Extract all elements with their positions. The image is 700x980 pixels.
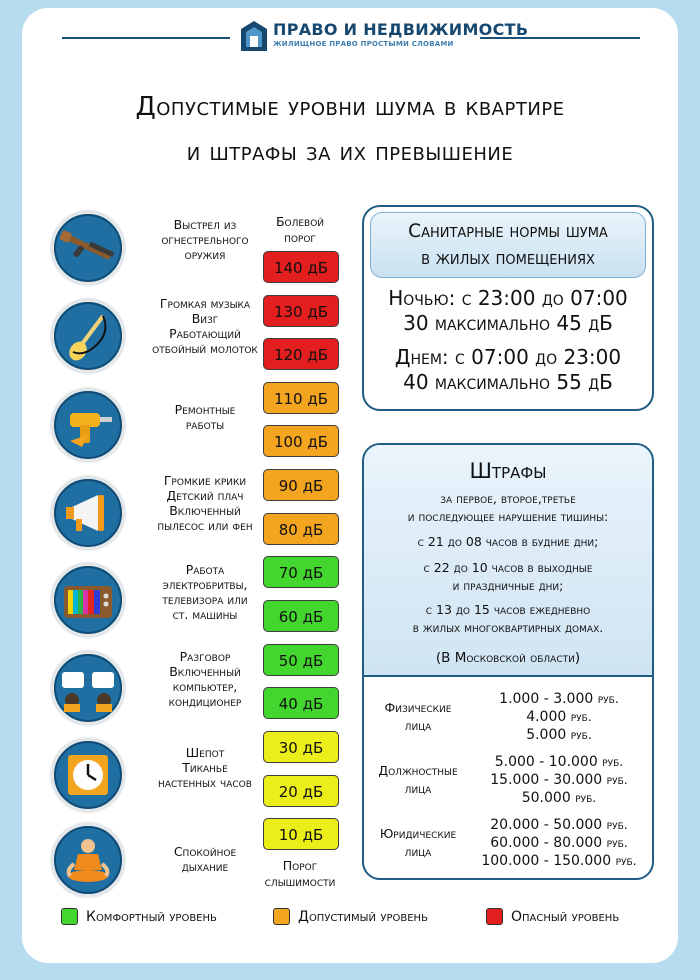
fine-amounts-individuals: 1.000 - 3.000 руб. 4.000 руб. 5.000 руб. xyxy=(499,691,619,743)
fines-title: Штрафы xyxy=(469,459,547,483)
legend-label-danger: Опасный уровень xyxy=(511,909,620,925)
fines-conditions-panel xyxy=(364,445,652,677)
fine-category-officials: Должностные лица xyxy=(378,763,458,796)
hearing-threshold-header: Порог слышимости xyxy=(264,858,336,889)
source-label-shouting: Громкие крики Детский плач Включенный пылесос или фен xyxy=(157,473,253,533)
fines-region: (В Московской области) xyxy=(435,650,581,666)
fine-category-individuals: Физические лица xyxy=(384,700,452,733)
source-label-breathing: Спокойное дыхание xyxy=(173,844,237,874)
source-label-gunshot: Выстрел из огнестрельного оружия xyxy=(161,217,249,262)
legend-label-acceptable: Допустимый уровень xyxy=(298,909,428,925)
sanitary-norms-header xyxy=(370,212,646,278)
tv-icon xyxy=(48,560,128,640)
night-hours: Ночью: с 23:00 до 07:00 xyxy=(388,286,628,310)
legend-swatch-acceptable xyxy=(273,908,290,925)
megaphone-icon xyxy=(48,473,128,553)
fine-amounts-officials: 5.000 - 10.000 руб. 15.000 - 30.000 руб. 50.000 руб. xyxy=(490,754,628,806)
fine-amounts-legal-entities: 20.000 - 50.000 руб. 60.000 - 80.000 руб. 100.000 - 150.000 руб. xyxy=(481,817,637,869)
source-label-loud-music: Громкая музыка Визг Работающий отбойный молоток xyxy=(152,296,258,356)
legend-swatch-danger xyxy=(486,908,503,925)
fine-period-weekends: с 22 до 10 часов в выходные и праздничные дни; xyxy=(423,560,593,593)
db-level-badge: 30 дБ xyxy=(263,731,339,763)
fine-period-daytime: с 13 до 15 часов ежедневно в жилых многоквартирных домах. xyxy=(412,602,604,635)
db-level-badge: 50 дБ xyxy=(263,644,339,676)
page-title-line-1: Допустимые уровни шума в квартире xyxy=(135,92,565,122)
db-level-badge: 10 дБ xyxy=(263,818,339,850)
drill-icon xyxy=(48,385,128,465)
db-level-badge: 70 дБ xyxy=(263,556,339,588)
guitar-icon xyxy=(48,296,128,376)
chat-icon xyxy=(48,648,128,728)
header-rule-left xyxy=(62,37,230,39)
db-level-badge: 130 дБ xyxy=(263,295,339,327)
clock-icon xyxy=(48,735,128,815)
source-label-conversation: Разговор Включенный компьютер, кондиционер xyxy=(168,649,242,709)
logo xyxy=(240,18,529,58)
fines-box xyxy=(362,443,654,880)
db-level-badge: 20 дБ xyxy=(263,775,339,807)
fine-period-weekdays: с 21 до 08 часов в будние дни; xyxy=(417,534,599,549)
db-level-badge: 100 дБ xyxy=(263,425,339,457)
logo-subtitle: ЖИЛИЩНОЕ ПРАВО ПРОСТЫМИ СЛОВАМИ xyxy=(273,40,454,48)
rifle-icon xyxy=(48,208,128,288)
source-label-whisper: Шепот Тиканье настенных часов xyxy=(158,745,252,790)
fines-intro: за первое, второе,третье и последующее нарушение тишины: xyxy=(407,491,609,524)
meditation-icon xyxy=(48,820,128,900)
pain-threshold-header: Болевой порог xyxy=(275,214,325,245)
legend-label-comfort: Комфортный уровень xyxy=(86,909,217,925)
legend-swatch-comfort xyxy=(61,908,78,925)
db-level-badge: 90 дБ xyxy=(263,469,339,501)
sanitary-title-line-2: в жилых помещениях xyxy=(421,248,595,269)
sanitary-norms-box xyxy=(362,205,654,411)
db-level-badge: 40 дБ xyxy=(263,687,339,719)
source-label-appliances: Работа электробритвы, телевизора или ст. машины xyxy=(162,562,248,622)
day-limits: 40 максимально 55 дБ xyxy=(403,370,613,394)
db-level-badge: 110 дБ xyxy=(263,382,339,414)
day-hours: Днем: с 07:00 до 23:00 xyxy=(394,345,622,369)
db-level-badge: 60 дБ xyxy=(263,600,339,632)
house-logo-icon xyxy=(240,20,268,52)
logo-title: ПРАВО И НЕДВИЖИМОСТЬ xyxy=(273,20,529,39)
sanitary-title-line-1: Санитарные нормы шума xyxy=(408,221,608,242)
fine-category-legal-entities: Юридические лица xyxy=(379,826,457,859)
db-level-badge: 80 дБ xyxy=(263,513,339,545)
db-level-badge: 140 дБ xyxy=(263,251,339,283)
db-level-badge: 120 дБ xyxy=(263,338,339,370)
page-title-line-2: и штрафы за их превышение xyxy=(186,137,514,167)
night-limits: 30 максимально 45 дБ xyxy=(403,311,613,335)
source-label-repair: Ремонтные работы xyxy=(174,402,236,432)
